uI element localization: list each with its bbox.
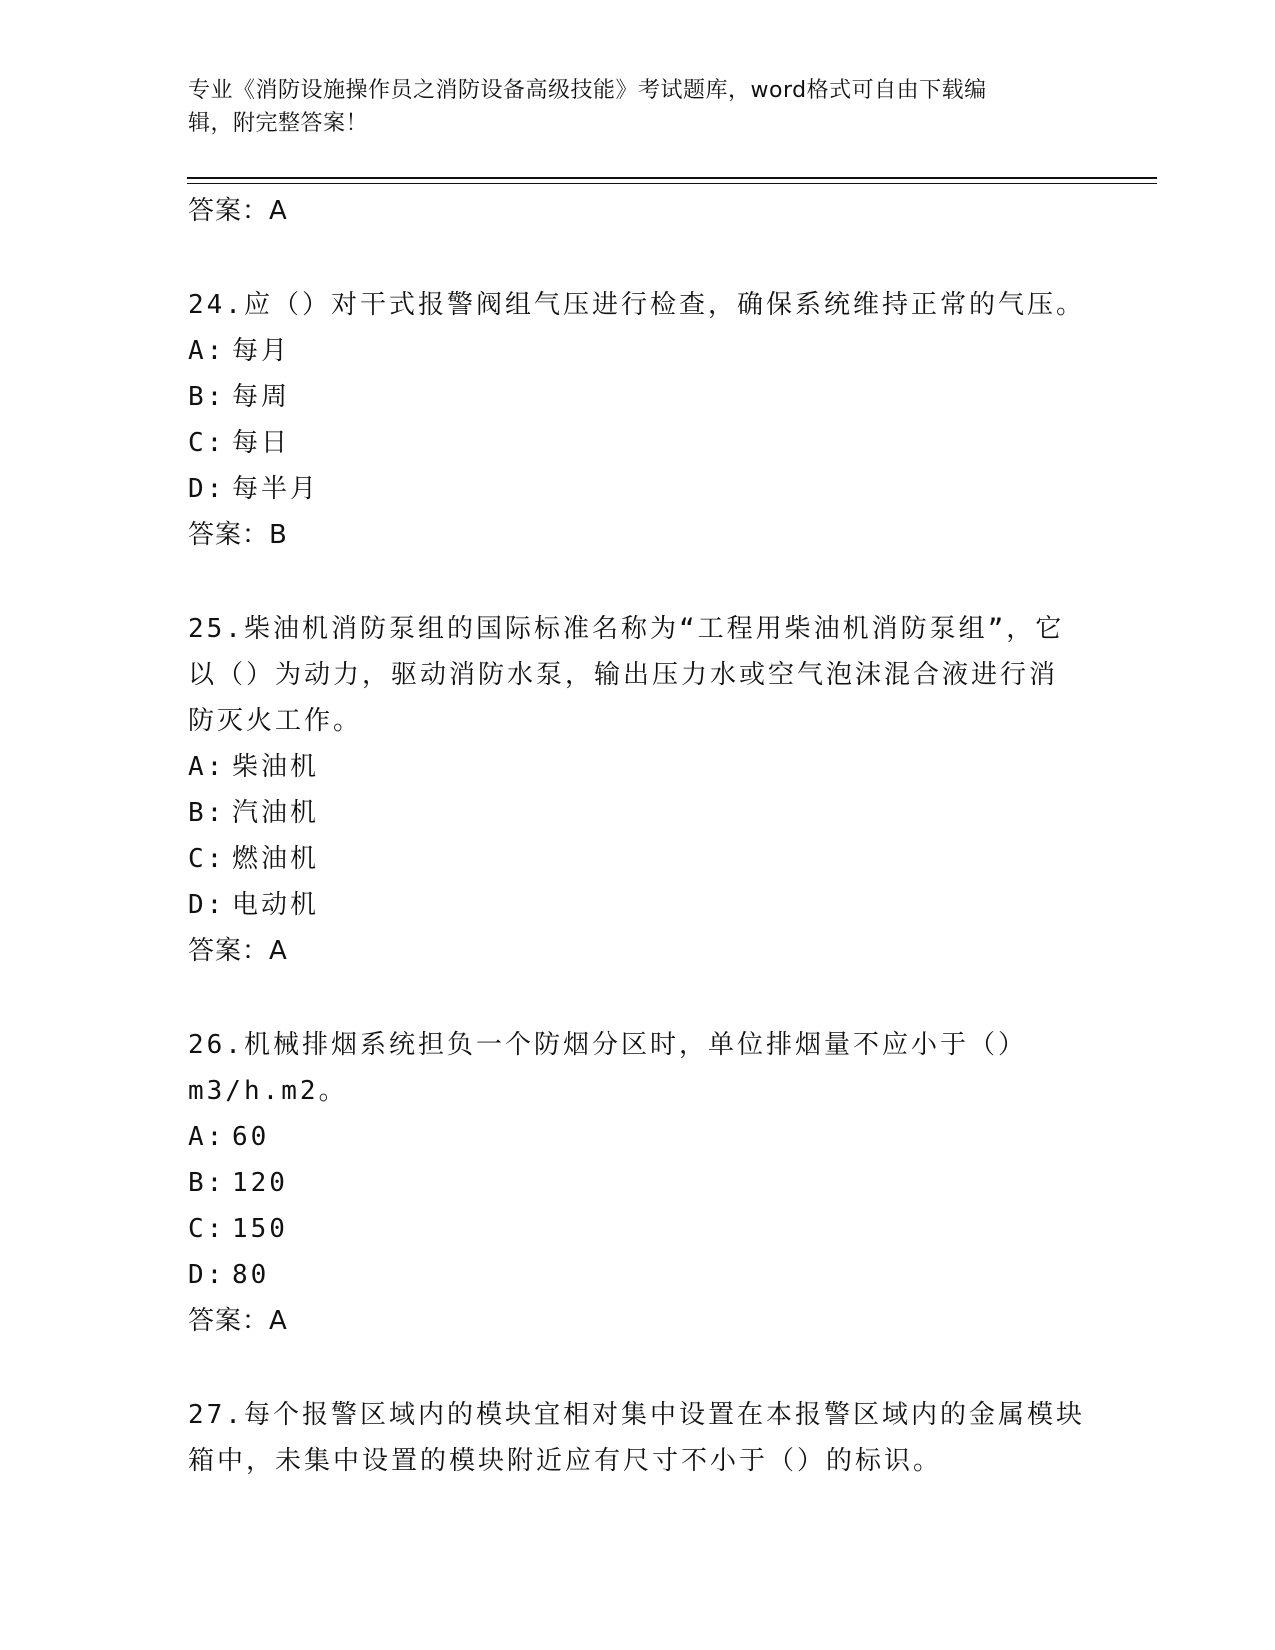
option-text: 120 [232,1168,288,1198]
spacer [188,974,1088,1022]
option-key: B: [188,382,226,412]
answer-line: 答案：B [188,520,288,550]
option-b [188,790,1088,836]
option-b [188,1160,1088,1206]
option-key: C: [188,428,226,458]
answer-line: 答案：A [188,1306,288,1336]
question-stem-line: 防灭火工作。 [188,706,363,736]
option-text: 汽油机 [232,798,320,828]
question-26 [188,1022,1088,1344]
option-text: 80 [232,1260,270,1290]
option-text: 每周 [232,382,291,412]
option-key: A: [188,752,226,782]
header-divider-thick [187,177,1157,179]
question-27 [188,1392,1088,1484]
option-text: 柴油机 [232,752,320,782]
question-stem-line: 箱中，未集中设置的模块附近应有尺寸不小于（）的标识。 [188,1446,943,1476]
option-d [188,882,1088,928]
header-note [188,74,1088,140]
option-text: 每日 [232,428,291,458]
option-text: 60 [232,1122,270,1152]
option-key: B: [188,798,226,828]
option-c [188,1206,1088,1252]
option-text: 燃油机 [232,844,320,874]
spacer [188,558,1088,606]
option-a [188,1114,1088,1160]
option-a [188,328,1088,374]
option-b [188,374,1088,420]
question-stem-line: 27.每个报警区域内的模块宜相对集中设置在本报警区域内的金属模块 [188,1400,1085,1430]
option-key: C: [188,844,226,874]
question-content [188,188,1088,1484]
option-d [188,1252,1088,1298]
option-text: 150 [232,1214,288,1244]
option-key: B: [188,1168,226,1198]
question-24 [188,282,1088,558]
previous-answer: 答案：A [188,196,288,226]
header-note-line-1: 专业《消防设施操作员之消防设备高级技能》考试题库，word格式可自由下载编 [188,78,987,103]
option-key: D: [188,1260,226,1290]
question-25 [188,606,1088,974]
spacer [188,1344,1088,1392]
option-text: 每半月 [232,474,320,504]
option-d [188,466,1088,512]
header-divider-thin [187,183,1157,184]
option-c [188,836,1088,882]
option-key: D: [188,474,226,504]
spacer [188,234,1088,282]
option-key: C: [188,1214,226,1244]
option-c [188,420,1088,466]
option-key: A: [188,1122,226,1152]
answer-line: 答案：A [188,936,288,966]
question-stem-line: 26.机械排烟系统担负一个防烟分区时，单位排烟量不应小于（） [188,1030,1027,1060]
question-stem-line: 25.柴油机消防泵组的国际标准名称为“工程用柴油机消防泵组”，它 [188,614,1065,644]
option-text: 电动机 [232,890,320,920]
header-note-line-2: 辑，附完整答案！ [188,111,369,136]
option-a [188,744,1088,790]
question-stem-line: 以（）为动力，驱动消防水泵，输出压力水或空气泡沫混合液进行消 [188,660,1059,690]
question-stem-line: 24.应（）对干式报警阀组气压进行检查，确保系统维持正常的气压。 [188,290,1085,320]
option-key: D: [188,890,226,920]
option-key: A: [188,336,226,366]
question-stem-line: m3/h.m2。 [188,1076,348,1106]
option-text: 每月 [232,336,291,366]
